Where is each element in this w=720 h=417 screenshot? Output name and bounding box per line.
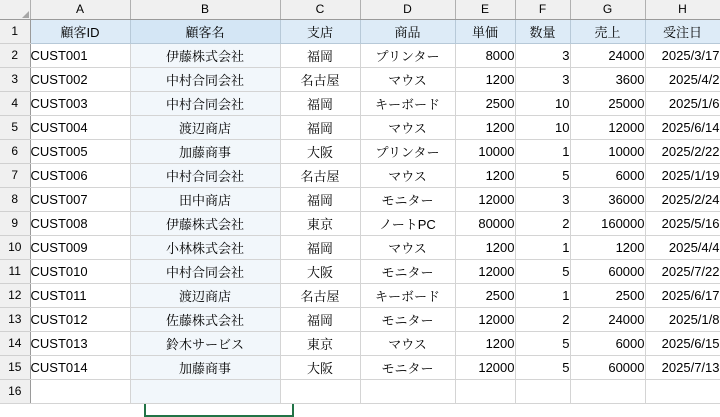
data-cell[interactable]: 80000 <box>455 211 515 235</box>
data-cell[interactable]: モニター <box>360 355 455 379</box>
table-row <box>0 115 720 139</box>
data-cell[interactable]: 1 <box>515 283 570 307</box>
data-cell[interactable]: CUST001 <box>30 43 130 67</box>
data-cell[interactable]: 中村合同会社 <box>130 91 280 115</box>
data-cell[interactable] <box>515 379 570 403</box>
data-cell[interactable]: 1200 <box>455 67 515 91</box>
data-cell[interactable]: 2 <box>515 211 570 235</box>
data-cell[interactable]: マウス <box>360 163 455 187</box>
data-cell[interactable]: CUST014 <box>30 355 130 379</box>
data-cell[interactable]: 2025/6/17 <box>645 283 720 307</box>
data-cell[interactable]: 2500 <box>455 283 515 307</box>
table-row <box>0 259 720 283</box>
row-header-15[interactable]: 15 <box>0 355 30 379</box>
data-cell[interactable]: 福岡 <box>280 307 360 331</box>
table-row <box>0 283 720 307</box>
data-cell[interactable]: 福岡 <box>280 115 360 139</box>
header-cell-customer-id[interactable]: 顧客ID <box>30 19 130 43</box>
data-cell[interactable]: 8000 <box>455 43 515 67</box>
data-cell[interactable]: 2025/1/19 <box>645 163 720 187</box>
row-header-9[interactable]: 9 <box>0 211 30 235</box>
data-cell[interactable]: 1200 <box>455 115 515 139</box>
data-cell[interactable]: 12000 <box>570 115 645 139</box>
data-cell[interactable]: 36000 <box>570 187 645 211</box>
data-cell[interactable]: 1200 <box>455 163 515 187</box>
row-header-7[interactable]: 7 <box>0 163 30 187</box>
row-header-3[interactable]: 3 <box>0 67 30 91</box>
table-row <box>0 355 720 379</box>
data-cell[interactable] <box>30 379 130 403</box>
data-cell[interactable] <box>455 379 515 403</box>
data-cell[interactable] <box>645 379 720 403</box>
table-row <box>0 187 720 211</box>
data-cell[interactable]: 2025/7/22 <box>645 259 720 283</box>
data-cell[interactable]: 名古屋 <box>280 283 360 307</box>
data-cell[interactable]: CUST012 <box>30 307 130 331</box>
data-cell[interactable]: 3 <box>515 187 570 211</box>
row-header-13[interactable]: 13 <box>0 307 30 331</box>
data-cell[interactable]: 福岡 <box>280 43 360 67</box>
column-header-f[interactable]: F <box>515 0 570 19</box>
data-cell[interactable]: 佐藤株式会社 <box>130 307 280 331</box>
data-cell[interactable]: 2025/1/8 <box>645 307 720 331</box>
data-cell[interactable]: モニター <box>360 259 455 283</box>
data-cell[interactable]: 60000 <box>570 259 645 283</box>
column-header-e[interactable]: E <box>455 0 515 19</box>
data-cell[interactable]: CUST004 <box>30 115 130 139</box>
data-cell[interactable]: CUST005 <box>30 139 130 163</box>
header-cell-sales[interactable]: 売上 <box>570 19 645 43</box>
data-cell[interactable]: マウス <box>360 331 455 355</box>
data-cell[interactable]: CUST013 <box>30 331 130 355</box>
data-cell[interactable]: 3 <box>515 43 570 67</box>
table-row <box>0 91 720 115</box>
data-cell[interactable]: CUST009 <box>30 235 130 259</box>
column-header-c[interactable]: C <box>280 0 360 19</box>
data-cell[interactable]: 12000 <box>455 259 515 283</box>
data-cell[interactable]: 田中商店 <box>130 187 280 211</box>
table-row <box>0 43 720 67</box>
data-cell[interactable]: ノートPC <box>360 211 455 235</box>
row-header-6[interactable]: 6 <box>0 139 30 163</box>
column-header-a[interactable]: A <box>30 0 130 19</box>
data-cell[interactable]: 6000 <box>570 331 645 355</box>
select-all-corner[interactable] <box>0 0 30 19</box>
data-cell[interactable]: 名古屋 <box>280 163 360 187</box>
data-cell[interactable]: 2025/4/4 <box>645 235 720 259</box>
column-header-row <box>0 0 720 19</box>
data-cell[interactable]: 5 <box>515 259 570 283</box>
data-cell[interactable]: 12000 <box>455 187 515 211</box>
data-cell[interactable]: 中村合同会社 <box>130 163 280 187</box>
table-row <box>0 139 720 163</box>
row-header-8[interactable]: 8 <box>0 187 30 211</box>
header-cell-product[interactable]: 商品 <box>360 19 455 43</box>
data-cell[interactable]: 2025/2/22 <box>645 139 720 163</box>
data-cell[interactable]: 24000 <box>570 307 645 331</box>
column-header-b[interactable]: B <box>130 0 280 19</box>
table-row <box>0 235 720 259</box>
row-header-10[interactable]: 10 <box>0 235 30 259</box>
column-header-h[interactable]: H <box>645 0 720 19</box>
data-cell[interactable] <box>130 379 280 403</box>
data-cell[interactable]: 2 <box>515 307 570 331</box>
data-cell[interactable]: 6000 <box>570 163 645 187</box>
header-cell-customer-name[interactable]: 顧客名 <box>130 19 280 43</box>
data-cell[interactable]: 小林株式会社 <box>130 235 280 259</box>
data-cell[interactable]: 2025/4/2 <box>645 67 720 91</box>
data-cell[interactable] <box>360 379 455 403</box>
data-cell[interactable]: 大阪 <box>280 355 360 379</box>
data-cell[interactable]: 加藤商事 <box>130 139 280 163</box>
data-cell[interactable]: プリンター <box>360 139 455 163</box>
row-header-16[interactable]: 16 <box>0 379 30 403</box>
data-cell[interactable] <box>570 379 645 403</box>
table-row <box>0 331 720 355</box>
data-cell[interactable]: 2025/6/15 <box>645 331 720 355</box>
data-cell[interactable]: 加藤商事 <box>130 355 280 379</box>
data-cell[interactable]: 伊藤株式会社 <box>130 43 280 67</box>
data-cell[interactable]: 渡辺商店 <box>130 115 280 139</box>
data-cell[interactable]: 中村合同会社 <box>130 67 280 91</box>
column-header-g[interactable]: G <box>570 0 645 19</box>
data-cell[interactable]: 大阪 <box>280 259 360 283</box>
data-cell[interactable]: 160000 <box>570 211 645 235</box>
data-cell[interactable]: マウス <box>360 235 455 259</box>
data-cell[interactable]: 2025/3/17 <box>645 43 720 67</box>
data-cell[interactable]: 10000 <box>455 139 515 163</box>
data-cell[interactable]: 渡辺商店 <box>130 283 280 307</box>
table-row <box>0 307 720 331</box>
data-cell[interactable]: 福岡 <box>280 235 360 259</box>
data-cell[interactable]: 25000 <box>570 91 645 115</box>
data-cell[interactable]: 2025/5/16 <box>645 211 720 235</box>
header-cell-branch[interactable]: 支店 <box>280 19 360 43</box>
header-cell-quantity[interactable]: 数量 <box>515 19 570 43</box>
row-header-11[interactable]: 11 <box>0 259 30 283</box>
data-cell[interactable]: 1200 <box>455 235 515 259</box>
row-header-12[interactable]: 12 <box>0 283 30 307</box>
data-cell[interactable]: 1 <box>515 139 570 163</box>
data-cell[interactable]: モニター <box>360 187 455 211</box>
data-cell[interactable]: 12000 <box>455 355 515 379</box>
data-cell[interactable]: CUST011 <box>30 283 130 307</box>
data-cell[interactable]: プリンター <box>360 43 455 67</box>
data-cell[interactable]: 10 <box>515 115 570 139</box>
data-cell[interactable]: CUST008 <box>30 211 130 235</box>
table-row <box>0 379 720 403</box>
data-cell[interactable]: 1 <box>515 235 570 259</box>
data-cell[interactable]: マウス <box>360 67 455 91</box>
table-row <box>0 211 720 235</box>
data-cell[interactable]: キーボード <box>360 283 455 307</box>
data-cell[interactable]: 東京 <box>280 211 360 235</box>
data-cell[interactable]: 12000 <box>455 307 515 331</box>
active-cell-indicator <box>144 404 294 417</box>
data-cell[interactable]: 福岡 <box>280 187 360 211</box>
row-header-4[interactable]: 4 <box>0 91 30 115</box>
data-cell[interactable]: CUST006 <box>30 163 130 187</box>
data-cell[interactable]: 大阪 <box>280 139 360 163</box>
data-cell[interactable]: 5 <box>515 355 570 379</box>
data-cell[interactable]: 鈴木サービス <box>130 331 280 355</box>
data-cell[interactable]: 名古屋 <box>280 67 360 91</box>
table-row <box>0 67 720 91</box>
row-header-5[interactable]: 5 <box>0 115 30 139</box>
data-cell[interactable]: CUST007 <box>30 187 130 211</box>
data-cell[interactable]: 2025/1/6 <box>645 91 720 115</box>
table-row <box>0 163 720 187</box>
data-cell[interactable]: 伊藤株式会社 <box>130 211 280 235</box>
data-cell[interactable]: 5 <box>515 331 570 355</box>
data-cell[interactable]: 10 <box>515 91 570 115</box>
data-cell[interactable]: マウス <box>360 115 455 139</box>
data-cell[interactable]: CUST010 <box>30 259 130 283</box>
row-header-1[interactable]: 1 <box>0 19 30 43</box>
data-cell[interactable]: 2025/7/13 <box>645 355 720 379</box>
data-cell[interactable]: CUST002 <box>30 67 130 91</box>
data-cell[interactable]: 3 <box>515 67 570 91</box>
data-cell[interactable]: 2025/2/24 <box>645 187 720 211</box>
data-cell[interactable]: 2500 <box>455 91 515 115</box>
data-cell[interactable]: キーボード <box>360 91 455 115</box>
row-header-2[interactable]: 2 <box>0 43 30 67</box>
column-header-d[interactable]: D <box>360 0 455 19</box>
data-cell[interactable]: 2025/6/14 <box>645 115 720 139</box>
table-row <box>0 19 720 43</box>
header-cell-unit-price[interactable]: 単価 <box>455 19 515 43</box>
data-cell[interactable] <box>280 379 360 403</box>
data-cell[interactable]: モニター <box>360 307 455 331</box>
data-cell[interactable]: 3600 <box>570 67 645 91</box>
header-cell-order-date[interactable]: 受注日 <box>645 19 720 43</box>
data-cell[interactable]: 60000 <box>570 355 645 379</box>
row-header-14[interactable]: 14 <box>0 331 30 355</box>
data-cell[interactable]: 10000 <box>570 139 645 163</box>
data-cell[interactable]: 中村合同会社 <box>130 259 280 283</box>
select-all-triangle-icon <box>22 11 29 18</box>
data-cell[interactable]: 1200 <box>455 331 515 355</box>
data-cell[interactable]: 1200 <box>570 235 645 259</box>
data-cell[interactable]: CUST003 <box>30 91 130 115</box>
data-cell[interactable]: 福岡 <box>280 91 360 115</box>
data-cell[interactable]: 2500 <box>570 283 645 307</box>
data-cell[interactable]: 24000 <box>570 43 645 67</box>
data-cell[interactable]: 東京 <box>280 331 360 355</box>
data-cell[interactable]: 5 <box>515 163 570 187</box>
